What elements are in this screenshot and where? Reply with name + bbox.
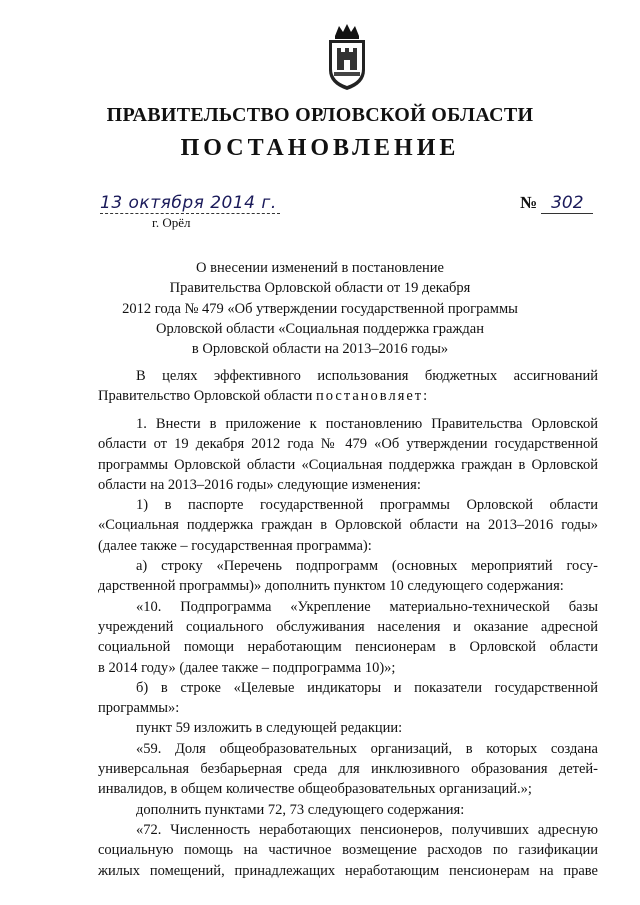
body-line: 1) в паспорте государственной программы Орловской области	[136, 497, 598, 514]
body-line: социальной помощи неработающим пенсионерам в Орловской области	[98, 639, 598, 656]
body-line: 1. Внести в приложение к постановлению Правительства Орловской	[136, 416, 598, 432]
body-line: области от 19 декабря 2012 года № 479 «Об утверждении государственной	[98, 436, 598, 453]
body-line: (далее также – государственная программа):	[98, 537, 372, 554]
government-title: ПРАВИТЕЛЬСТВО ОРЛОВСКОЙ ОБЛАСТИ	[106, 104, 534, 126]
preamble	[98, 366, 598, 407]
body-line: инвалидов, в общем количестве общеобразовательных организаций.»;	[98, 781, 532, 798]
subject-line: Орловской области «Социальная поддержка граждан	[155, 320, 484, 337]
body-line: б) в строке «Целевые индикаторы и показатели государственной	[136, 679, 598, 696]
body-line: универсальная безбарьерная среда для инклюзивного образования детей-	[98, 761, 598, 778]
body-line: программы»:	[98, 700, 180, 717]
subject-line: Правительства Орловской области от 19 декабря	[169, 280, 471, 297]
body-line: а) строку «Перечень подпрограмм (основных мероприятий госу-	[136, 558, 598, 575]
document-number	[520, 193, 593, 214]
body-line: области на 2013–2016 годы» следующие изменения:	[98, 476, 421, 493]
subject-line: в Орловской области на 2013–2016 годы»	[191, 341, 449, 358]
document-type: ПОСТАНОВЛЕНИЕ	[180, 135, 460, 161]
body-line: «59. Доля общеобразовательных организаций, в которых создана	[136, 740, 598, 757]
document-body	[98, 414, 598, 881]
subject-line: 2012 года № 479 «Об утверждении государственной программы	[122, 300, 518, 317]
preamble-keyword: постановляет:	[316, 388, 430, 405]
document-city: г. Орёл	[152, 215, 191, 230]
subject-line: О внесении изменений в постановление	[196, 260, 444, 276]
document-subject	[0, 258, 640, 359]
body-line: учреждений социального обслуживания населения и оказание адресной	[98, 618, 598, 635]
preamble-line	[98, 386, 598, 406]
body-line: социальную помощь на частичное возмещение расходов по газификации	[98, 842, 598, 859]
preamble-text: Правительство Орловской области	[98, 388, 317, 405]
coat-of-arms-icon	[325, 22, 369, 92]
body-line: в 2014 году» (далее также – подпрограмма 10)»;	[98, 659, 396, 676]
number-sign: №	[520, 193, 538, 212]
body-line: «72. Численность неработающих пенсионеров, получивших адресную	[136, 821, 598, 838]
preamble-line: В целях эффективного использования бюджетных ассигнований	[136, 368, 598, 384]
body-line: дарственной программы)» дополнить пунктом 10 следующего содержания:	[98, 578, 564, 595]
body-line: пункт 59 изложить в следующей редакции:	[136, 720, 403, 737]
body-line: программы Орловской области «Социальная поддержка граждан в Орловской	[98, 456, 598, 473]
body-line: жилых помещений, принадлежащих неработающим пенсионерам на праве	[98, 862, 598, 879]
body-line: «10. Подпрограмма «Укрепление материально-технической базы	[136, 598, 598, 615]
number-value: 302	[541, 193, 593, 214]
document-date: 13 октября 2014 г.	[100, 193, 280, 214]
body-line: дополнить пунктами 72, 73 следующего содержания:	[136, 801, 465, 818]
body-line: «Социальная поддержка граждан в Орловской области на 2013–2016 годы»	[98, 517, 598, 534]
